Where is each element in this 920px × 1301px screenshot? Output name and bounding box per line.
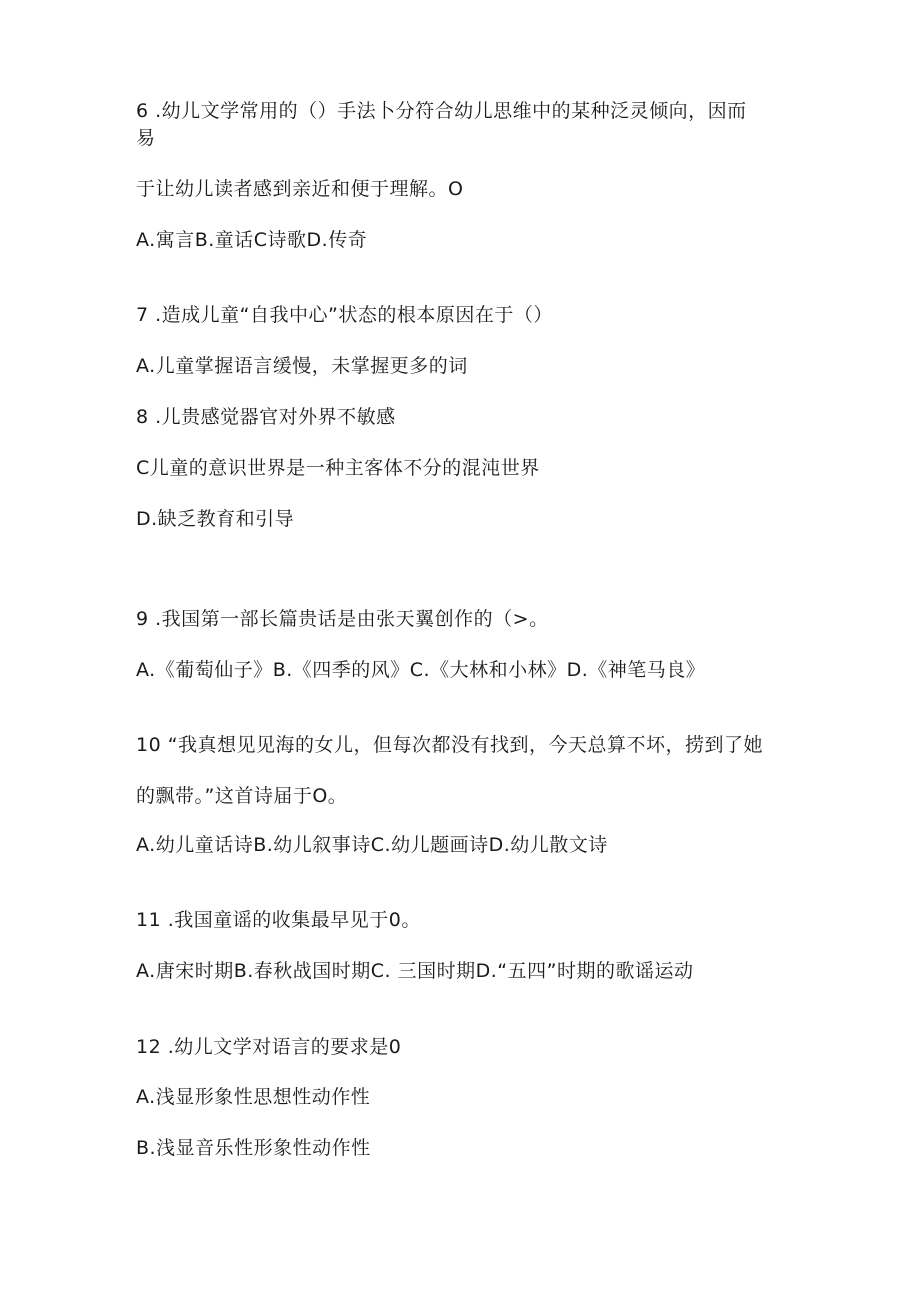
option-c: C儿童的意识世界是一种主客体不分的混沌世界 <box>136 457 540 479</box>
option-d: D.缺乏教育和引导 <box>136 508 295 530</box>
question-11-options: A.唐宋时期B.春秋战国时期C. 三国时期D.“五四”时期的歌谣运动 <box>136 960 694 982</box>
question-12-text: 12 .幼儿文学对语言的要求是0 <box>136 1036 402 1058</box>
question-7-option-a: A.儿童掌握语言缓慢，未掌握更多的词 <box>136 355 468 377</box>
question-10-line-2: 的飘带。”这首诗届于O。 <box>136 785 348 807</box>
question-8-text: 8 .儿贵感觉器官对外界不敏感 <box>136 406 396 428</box>
question-11-text: 11 .我国童谣的收集最早见于0。 <box>136 909 421 931</box>
question-6-line-3: 于让幼儿读者感到亲近和便于理解。O <box>136 178 464 200</box>
question-9-options: A.《葡萄仙子》B.《四季的风》C.《大林和小林》D.《神笔马良》 <box>136 659 706 681</box>
question-12-option-b: B.浅显音乐性形象性动作性 <box>136 1137 371 1159</box>
question-6-options: A.寓言B.童话C诗歌D.传奇 <box>136 229 368 251</box>
question-6-line-1: 6 .幼儿文学常用的（）手法卜分符合幼儿思维中的某种泛灵倾向，因而 <box>136 100 747 122</box>
question-10-line-1: 10 “我真想见见海的女儿，但每次都没有找到，今天总算不坏，捞到了她 <box>136 734 764 756</box>
question-6-line-2: 易 <box>136 127 156 149</box>
question-7-text: 7 .造成儿童“自我中心”状态的根本原因在于（） <box>136 304 553 326</box>
question-12-option-a: A.浅显形象性思想性动作性 <box>136 1086 371 1108</box>
question-9-text: 9 .我国第一部长篇贵话是由张天翼创作的（>。 <box>136 608 549 630</box>
question-10-options: A.幼儿童话诗B.幼儿叙事诗C.幼儿题画诗D.幼儿散文诗 <box>136 834 608 856</box>
